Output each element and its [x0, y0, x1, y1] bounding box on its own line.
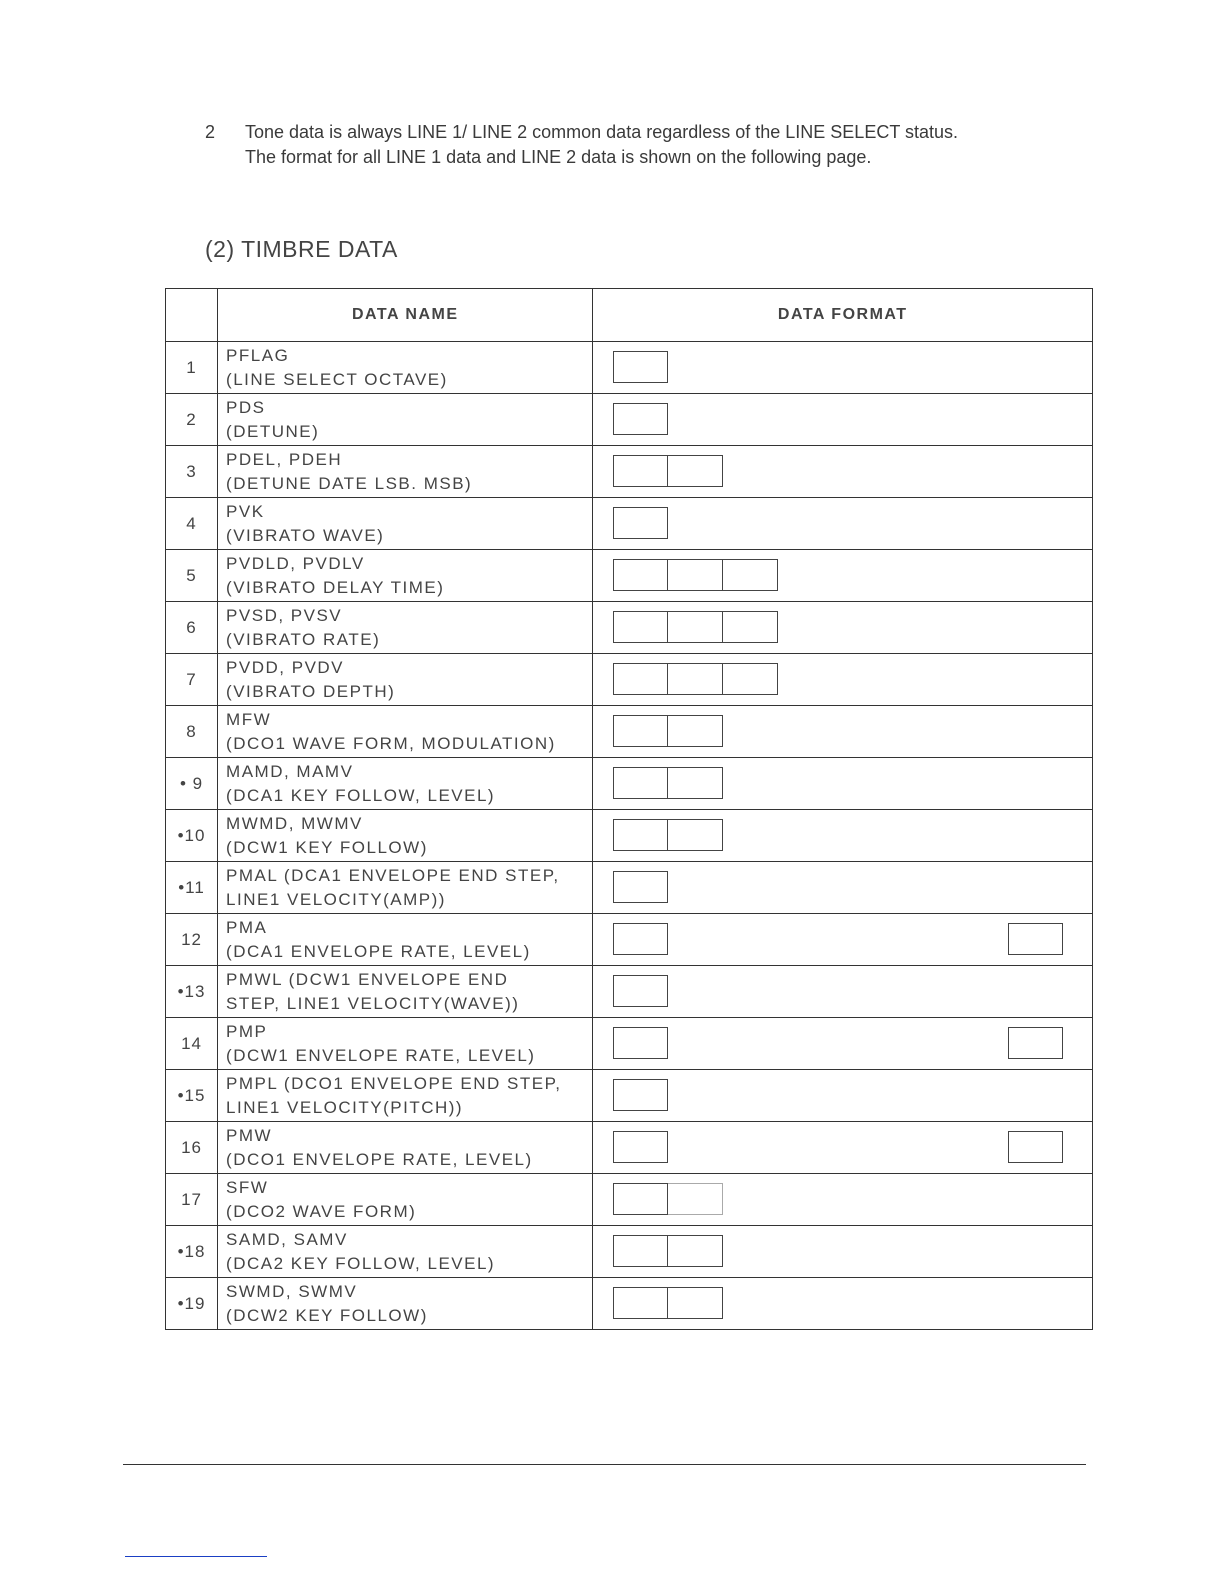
data-name-cell: [218, 1018, 593, 1070]
format-byte-box: [668, 1183, 723, 1215]
format-byte-box-right: [1008, 923, 1063, 955]
data-description: (DCO2 WAVE FORM): [226, 1201, 417, 1221]
data-format-cell: [593, 862, 1093, 914]
row-number: 16: [166, 1122, 218, 1174]
format-byte-boxes: [613, 1183, 723, 1215]
table-row: [166, 966, 1093, 1018]
format-byte-box: [613, 1131, 668, 1163]
data-name-cell: [218, 394, 593, 446]
data-name-cell: [218, 550, 593, 602]
format-byte-box: [613, 1235, 668, 1267]
format-byte-box: [668, 663, 723, 695]
row-number: •10: [166, 810, 218, 862]
format-byte-box: [613, 507, 668, 539]
format-byte-boxes: [613, 1287, 723, 1319]
format-byte-box: [613, 403, 668, 435]
note-number: 2: [205, 122, 216, 142]
table-row: [166, 654, 1093, 706]
note-text: Tone data is always LINE 1/ LINE 2 common data regardless of the LINE SELECT status. The format for all LINE 1 data and LINE 2 data is shown on the following page.: [245, 122, 959, 167]
table-row: [166, 706, 1093, 758]
data-code: PMP: [226, 1021, 268, 1041]
data-code: MWMD, MWMV: [226, 813, 363, 833]
table-row: [166, 342, 1093, 394]
data-code: SWMD, SWMV: [226, 1281, 358, 1301]
format-byte-box: [668, 819, 723, 851]
format-byte-boxes: [613, 923, 668, 955]
format-byte-box: [668, 611, 723, 643]
format-byte-boxes: [613, 1235, 723, 1267]
format-byte-boxes: [613, 871, 668, 903]
row-number: •15: [166, 1070, 218, 1122]
format-byte-box: [668, 1235, 723, 1267]
data-format-cell: [593, 550, 1093, 602]
format-byte-box: [668, 767, 723, 799]
data-description: (DCA1 KEY FOLLOW, LEVEL): [226, 785, 496, 805]
data-format-cell: [593, 1174, 1093, 1226]
data-name-cell: [218, 758, 593, 810]
data-code: PDEL, PDEH: [226, 449, 343, 469]
row-number: 17: [166, 1174, 218, 1226]
data-format-cell: [593, 1018, 1093, 1070]
data-name-cell: [218, 914, 593, 966]
format-byte-box: [613, 1027, 668, 1059]
data-description: LINE1 VELOCITY(PITCH)): [226, 1097, 464, 1117]
format-byte-box: [668, 559, 723, 591]
table-row: [166, 914, 1093, 966]
table-row: [166, 446, 1093, 498]
table-row: [166, 1070, 1093, 1122]
table-row: [166, 1174, 1093, 1226]
format-byte-box: [613, 611, 668, 643]
format-byte-boxes: [613, 1027, 668, 1059]
data-name-cell: [218, 810, 593, 862]
data-name-cell: [218, 966, 593, 1018]
data-format-cell: [593, 394, 1093, 446]
data-format-cell: [593, 810, 1093, 862]
data-description: (VIBRATO DELAY TIME): [226, 577, 445, 597]
footer-link-underline: [125, 1556, 267, 1557]
format-byte-boxes: [613, 1131, 668, 1163]
format-byte-box: [613, 1079, 668, 1111]
format-byte-boxes: [613, 975, 668, 1007]
row-number: 12: [166, 914, 218, 966]
data-code: PMA: [226, 917, 268, 937]
data-description: STEP, LINE1 VELOCITY(WAVE)): [226, 993, 520, 1013]
data-name-cell: [218, 498, 593, 550]
row-number: •11: [166, 862, 218, 914]
format-byte-boxes: [613, 559, 778, 591]
format-byte-boxes: [613, 507, 668, 539]
data-code: PVDLD, PVDLV: [226, 553, 365, 573]
section-title: (2) TIMBRE DATA: [205, 236, 398, 262]
data-description: (DCO1 WAVE FORM, MODULATION): [226, 733, 556, 753]
table-row: [166, 1226, 1093, 1278]
format-byte-box: [668, 455, 723, 487]
data-format-cell: [593, 1070, 1093, 1122]
data-code: MFW: [226, 709, 272, 729]
data-description: (DCW1 ENVELOPE RATE, LEVEL): [226, 1045, 536, 1065]
data-description: (DCO1 ENVELOPE RATE, LEVEL): [226, 1149, 533, 1169]
format-byte-box: [613, 715, 668, 747]
table-row: [166, 758, 1093, 810]
format-byte-box: [613, 923, 668, 955]
row-number: 4: [166, 498, 218, 550]
table-row: [166, 602, 1093, 654]
data-description: (VIBRATO DEPTH): [226, 681, 396, 701]
data-name-cell: [218, 654, 593, 706]
format-byte-boxes: [613, 663, 778, 695]
row-number: •13: [166, 966, 218, 1018]
format-byte-boxes: [613, 611, 778, 643]
data-code: SFW: [226, 1177, 269, 1197]
footer-rule: [123, 1464, 1086, 1465]
row-number: 1: [166, 342, 218, 394]
table-row: [166, 1018, 1093, 1070]
table-row: [166, 810, 1093, 862]
format-byte-box: [613, 351, 668, 383]
data-code: PVSD, PVSV: [226, 605, 343, 625]
data-format-cell: [593, 1122, 1093, 1174]
data-format-cell: [593, 602, 1093, 654]
data-code: PMAL (DCA1 ENVELOPE END STEP,: [226, 865, 560, 885]
data-format-cell: [593, 498, 1093, 550]
data-code: PMWL (DCW1 ENVELOPE END: [226, 969, 509, 989]
format-byte-box: [613, 975, 668, 1007]
data-code: PVK: [226, 501, 265, 521]
table-row: [166, 550, 1093, 602]
data-format-cell: [593, 966, 1093, 1018]
row-number: 6: [166, 602, 218, 654]
data-name-cell: [218, 446, 593, 498]
row-number: 2: [166, 394, 218, 446]
data-description: (DETUNE): [226, 421, 320, 441]
data-name-cell: [218, 1070, 593, 1122]
data-code: SAMD, SAMV: [226, 1229, 348, 1249]
row-number: 14: [166, 1018, 218, 1070]
format-byte-boxes: [613, 351, 668, 383]
data-description: (DCW2 KEY FOLLOW): [226, 1305, 428, 1325]
data-code: PFLAG: [226, 345, 290, 365]
table-row: [166, 498, 1093, 550]
format-byte-boxes: [613, 819, 723, 851]
row-number: 3: [166, 446, 218, 498]
timbre-data-table: [165, 288, 1093, 1330]
format-byte-box: [723, 559, 778, 591]
format-byte-box: [668, 1287, 723, 1319]
format-byte-box: [723, 611, 778, 643]
data-code: PDS: [226, 397, 266, 417]
header-index: [166, 289, 218, 342]
data-code: PMW: [226, 1125, 273, 1145]
format-byte-box-right: [1008, 1027, 1063, 1059]
data-format-cell: [593, 758, 1093, 810]
format-byte-box: [613, 1287, 668, 1319]
format-byte-box: [613, 871, 668, 903]
data-name-cell: [218, 602, 593, 654]
data-format-cell: [593, 914, 1093, 966]
data-code: PMPL (DCO1 ENVELOPE END STEP,: [226, 1073, 562, 1093]
data-format-cell: [593, 654, 1093, 706]
table-row: [166, 1122, 1093, 1174]
data-format-cell: [593, 706, 1093, 758]
data-format-cell: [593, 446, 1093, 498]
format-byte-box: [613, 1183, 668, 1215]
format-byte-box: [613, 663, 668, 695]
format-byte-boxes: [613, 403, 668, 435]
data-format-cell: [593, 342, 1093, 394]
format-byte-boxes: [613, 455, 723, 487]
table-row: [166, 862, 1093, 914]
data-name-cell: [218, 1122, 593, 1174]
format-byte-box: [668, 715, 723, 747]
format-byte-box-right: [1008, 1131, 1063, 1163]
data-description: (DETUNE DATE LSB. MSB): [226, 473, 473, 493]
table-row: [166, 1278, 1093, 1330]
data-format-cell: [593, 1278, 1093, 1330]
format-byte-box: [613, 767, 668, 799]
format-byte-boxes: [613, 715, 723, 747]
row-number: •19: [166, 1278, 218, 1330]
header-data-name: DATA NAME: [218, 289, 593, 342]
data-code: PVDD, PVDV: [226, 657, 345, 677]
data-name-cell: [218, 342, 593, 394]
format-byte-box: [613, 559, 668, 591]
data-name-cell: [218, 1174, 593, 1226]
data-description: (DCW1 KEY FOLLOW): [226, 837, 428, 857]
row-number: 7: [166, 654, 218, 706]
row-number: 5: [166, 550, 218, 602]
format-byte-boxes: [613, 1079, 668, 1111]
data-description: (LINE SELECT OCTAVE): [226, 369, 448, 389]
format-byte-box: [723, 663, 778, 695]
data-name-cell: [218, 1278, 593, 1330]
data-code: MAMD, MAMV: [226, 761, 354, 781]
data-description: LINE1 VELOCITY(AMP)): [226, 889, 446, 909]
table-row: [166, 394, 1093, 446]
data-description: (DCA1 ENVELOPE RATE, LEVEL): [226, 941, 531, 961]
row-number: • 9: [166, 758, 218, 810]
row-number: •18: [166, 1226, 218, 1278]
row-number: 8: [166, 706, 218, 758]
data-description: (DCA2 KEY FOLLOW, LEVEL): [226, 1253, 496, 1273]
format-byte-boxes: [613, 767, 723, 799]
header-data-format: DATA FORMAT: [593, 289, 1093, 342]
data-description: (VIBRATO RATE): [226, 629, 381, 649]
data-format-cell: [593, 1226, 1093, 1278]
format-byte-box: [613, 455, 668, 487]
data-description: (VIBRATO WAVE): [226, 525, 385, 545]
data-name-cell: [218, 706, 593, 758]
table-header-row: [166, 289, 1093, 342]
format-byte-box: [613, 819, 668, 851]
data-name-cell: [218, 1226, 593, 1278]
data-name-cell: [218, 862, 593, 914]
